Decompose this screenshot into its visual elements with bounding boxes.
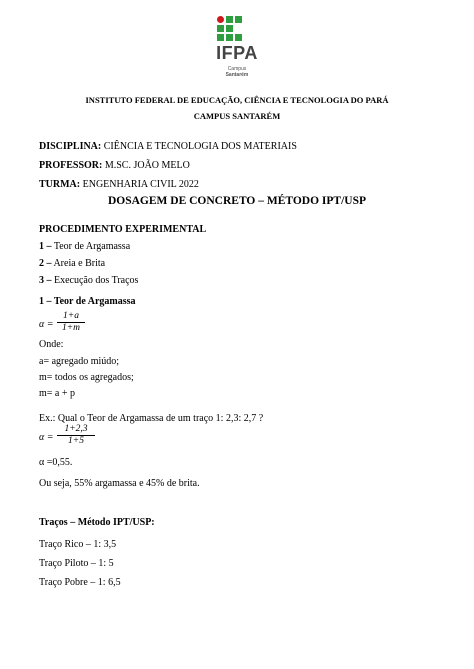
example-question: Ex.: Qual o Teor de Argamassa de um traço 1: 2,3: 2,7 ? (39, 413, 264, 424)
procedure-item: 3 – Execução dos Traços (39, 275, 139, 286)
logo-campus-name: Santarém (225, 72, 249, 78)
result-value: α =0,55. (39, 457, 73, 468)
traco-item: Traço Rico – 1: 3,5 (39, 539, 117, 550)
formula-fraction (57, 311, 85, 334)
turma-line (39, 179, 199, 191)
procedure-item: 1 – Teor de Argamassa (39, 241, 131, 252)
turma-value: ENGENHARIA CIVIL 2022 (80, 179, 199, 190)
disciplina-value: CIÊNCIA E TECNOLOGIA DOS MATERIAIS (101, 141, 297, 152)
logo-red-circle (217, 16, 224, 23)
logo-campus-label: Campus (227, 66, 247, 72)
tracos-heading: Traços – Método IPT/USP: (39, 517, 155, 528)
disciplina-line (39, 141, 297, 153)
traco-item: Traço Pobre – 1: 6,5 (39, 577, 121, 588)
definition: m= todos os agregados; (39, 372, 134, 383)
definition: m= a + p (39, 388, 75, 399)
formula-lhs: α = (39, 432, 54, 443)
formula-denominator: 1+m (61, 323, 81, 333)
formula-numerator: 1+a (63, 311, 79, 321)
example-formula (39, 424, 129, 450)
professor-label: PROFESSOR: (39, 160, 103, 171)
formula-lhs: α = (39, 319, 54, 330)
institution-name: INSTITUTO FEDERAL DE EDUCAÇÃO, CIÊNCIA E TECNOLOGIA DO PARÁ (85, 95, 389, 105)
procedure-heading: PROCEDIMENTO EXPERIMENTAL (39, 224, 207, 235)
disciplina-label: DISCIPLINA: (39, 141, 102, 152)
section1-heading: 1 – Teor de Argamassa (39, 296, 136, 307)
conclusion-text: Ou seja, 55% argamassa e 45% de brita. (39, 478, 200, 489)
turma-label: TURMA: (39, 179, 81, 190)
traco-item: Traço Piloto – 1: 5 (39, 558, 114, 569)
campus-name: CAMPUS SANTARÉM (193, 111, 281, 121)
onde-label: Onde: (39, 339, 64, 350)
professor-line (39, 160, 190, 172)
mortar-formula (39, 311, 119, 337)
formula-fraction (57, 424, 95, 447)
professor-value: M.SC. JOÃO MELO (102, 160, 190, 171)
logo-brand: IFPA (216, 43, 258, 63)
procedure-item: 2 – Areia e Brita (39, 258, 106, 269)
ifpa-logo (214, 14, 260, 84)
formula-numerator: 1+2,3 (64, 424, 88, 434)
definition: a= agregado miúdo; (39, 356, 120, 367)
formula-denominator: 1+5 (68, 436, 84, 446)
page-title: DOSAGEM DE CONCRETO – MÉTODO IPT/USP (107, 195, 367, 207)
